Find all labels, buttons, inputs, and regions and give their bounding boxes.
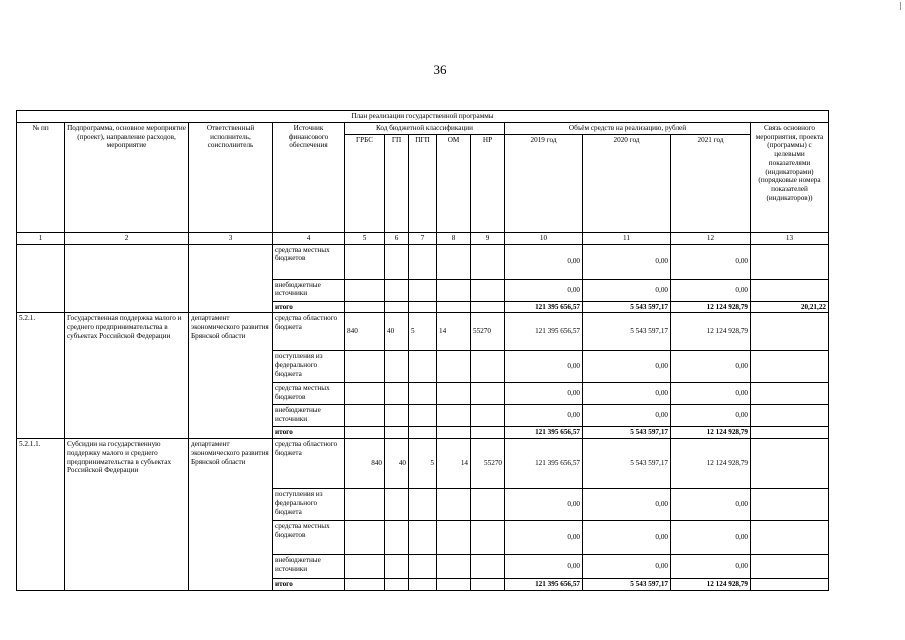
table-row bbox=[17, 313, 829, 351]
value-2020: 5 543 597,17 bbox=[583, 301, 671, 313]
value-2020: 0,00 bbox=[583, 244, 671, 279]
source-cell: итого bbox=[273, 427, 345, 439]
source-cell: поступления из федерального бюджета bbox=[273, 351, 345, 383]
value-2019: 0,00 bbox=[505, 383, 583, 405]
header-gp: ГП bbox=[385, 134, 409, 232]
item-executor: департамент экономического развития Брянской области bbox=[189, 439, 273, 591]
source-cell: средства местных бюджетов bbox=[273, 383, 345, 405]
code-pgp: 5 bbox=[409, 439, 437, 489]
corner-mark bbox=[900, 2, 901, 10]
page-number: 36 bbox=[433, 62, 447, 77]
value-2021: 0,00 bbox=[671, 279, 751, 301]
col-number: 13 bbox=[751, 232, 829, 244]
value-2019: 0,00 bbox=[505, 279, 583, 301]
header-num: № пп bbox=[17, 122, 65, 232]
value-2020: 0,00 bbox=[583, 405, 671, 427]
col-number: 10 bbox=[505, 232, 583, 244]
code-np: 55270 bbox=[471, 439, 505, 489]
header-link: Связь основного мероприятия, проекта (программы) с целевыми показателями (индикаторами) (порядковые номера показателей (индикаторов)) bbox=[751, 122, 829, 232]
value-2021: 12 124 928,79 bbox=[671, 439, 751, 489]
col-number: 2 bbox=[65, 232, 189, 244]
item-executor: департамент экономического развития Брянской области bbox=[189, 313, 273, 439]
header-budget-code: Код бюджетной классификации bbox=[345, 122, 505, 134]
value-2021: 12 124 928,79 bbox=[671, 301, 751, 313]
col-number: 7 bbox=[409, 232, 437, 244]
value-2021: 12 124 928,79 bbox=[671, 427, 751, 439]
table-row bbox=[17, 244, 829, 279]
source-cell: средства областного бюджета bbox=[273, 313, 345, 351]
source-cell: итого bbox=[273, 301, 345, 313]
value-2020: 5 543 597,17 bbox=[583, 579, 671, 591]
value-2019: 121 395 656,57 bbox=[505, 313, 583, 351]
value-2021: 0,00 bbox=[671, 521, 751, 555]
value-2021: 0,00 bbox=[671, 244, 751, 279]
code-om: 14 bbox=[437, 313, 471, 351]
value-2020: 0,00 bbox=[583, 489, 671, 521]
value-2020: 0,00 bbox=[583, 521, 671, 555]
code-np: 55270 bbox=[471, 313, 505, 351]
col-number: 3 bbox=[189, 232, 273, 244]
value-2019: 0,00 bbox=[505, 351, 583, 383]
value-2019: 0,00 bbox=[505, 244, 583, 279]
header-volume: Объём средств на реализацию, рублей bbox=[505, 122, 751, 134]
item-name: Субсидии на государственную поддержку малого и среднего предпринимательства в субъектах Российской Федерации bbox=[65, 439, 189, 591]
source-cell: внебюджетные источники bbox=[273, 279, 345, 301]
item-name: Государственная поддержка малого и среднего предпринимательства в субъектах Российской Федерации bbox=[65, 313, 189, 439]
value-2019: 0,00 bbox=[505, 521, 583, 555]
table-caption: План реализации государственной программы bbox=[17, 111, 829, 123]
col-number: 6 bbox=[385, 232, 409, 244]
budget-plan-table bbox=[16, 110, 829, 591]
col-number: 9 bbox=[471, 232, 505, 244]
value-2019: 121 395 656,57 bbox=[505, 427, 583, 439]
value-2020: 0,00 bbox=[583, 351, 671, 383]
value-2020: 0,00 bbox=[583, 279, 671, 301]
source-cell: средства местных бюджетов bbox=[273, 244, 345, 279]
col-number: 5 bbox=[345, 232, 385, 244]
value-2020: 0,00 bbox=[583, 383, 671, 405]
value-2019: 121 395 656,57 bbox=[505, 439, 583, 489]
value-2020: 5 543 597,17 bbox=[583, 427, 671, 439]
header-2019: 2019 год bbox=[505, 134, 583, 232]
source-cell: поступления из федерального бюджета bbox=[273, 489, 345, 521]
value-2020: 5 543 597,17 bbox=[583, 439, 671, 489]
value-2021: 0,00 bbox=[671, 489, 751, 521]
value-2019: 121 395 656,57 bbox=[505, 301, 583, 313]
value-2020: 0,00 bbox=[583, 555, 671, 579]
value-2019: 0,00 bbox=[505, 555, 583, 579]
source-cell: средства областного бюджета bbox=[273, 439, 345, 489]
source-cell: внебюджетные источники bbox=[273, 555, 345, 579]
value-2019: 121 395 656,57 bbox=[505, 579, 583, 591]
code-grbs: 840 bbox=[345, 313, 385, 351]
item-number: 5.2.1.1. bbox=[17, 439, 65, 591]
value-2019: 0,00 bbox=[505, 489, 583, 521]
value-2019: 0,00 bbox=[505, 405, 583, 427]
source-cell: средства местных бюджетов bbox=[273, 521, 345, 555]
header-grbs: ГРБС bbox=[345, 134, 385, 232]
value-2021: 12 124 928,79 bbox=[671, 579, 751, 591]
code-pgp: 5 bbox=[409, 313, 437, 351]
col-number: 11 bbox=[583, 232, 671, 244]
value-2021: 0,00 bbox=[671, 555, 751, 579]
col-number: 1 bbox=[17, 232, 65, 244]
value-2020: 5 543 597,17 bbox=[583, 313, 671, 351]
value-2021: 0,00 bbox=[671, 351, 751, 383]
indicator-link: 20,21,22 bbox=[751, 301, 829, 313]
header-2020: 2020 год bbox=[583, 134, 671, 232]
code-om: 14 bbox=[437, 439, 471, 489]
value-2021: 0,00 bbox=[671, 383, 751, 405]
source-cell: итого bbox=[273, 579, 345, 591]
table-row bbox=[17, 439, 829, 489]
source-cell: внебюджетные источники bbox=[273, 405, 345, 427]
code-gp: 40 bbox=[385, 313, 409, 351]
col-number: 8 bbox=[437, 232, 471, 244]
header-pgp: ПГП bbox=[409, 134, 437, 232]
value-2021: 12 124 928,79 bbox=[671, 313, 751, 351]
header-subprogram: Подпрограмма, основное мероприятие (проект), направление расходов, мероприятие bbox=[65, 122, 189, 232]
code-gp: 40 bbox=[385, 439, 409, 489]
header-om: ОМ bbox=[437, 134, 471, 232]
value-2021: 0,00 bbox=[671, 405, 751, 427]
header-np: НР bbox=[471, 134, 505, 232]
col-number: 12 bbox=[671, 232, 751, 244]
col-number: 4 bbox=[273, 232, 345, 244]
header-2021: 2021 год bbox=[671, 134, 751, 232]
header-source: Источник финансового обеспечения bbox=[273, 122, 345, 232]
code-grbs: 840 bbox=[345, 439, 385, 489]
item-number: 5.2.1. bbox=[17, 313, 65, 439]
header-executor: Ответственный исполнитель, соисполнитель bbox=[189, 122, 273, 232]
